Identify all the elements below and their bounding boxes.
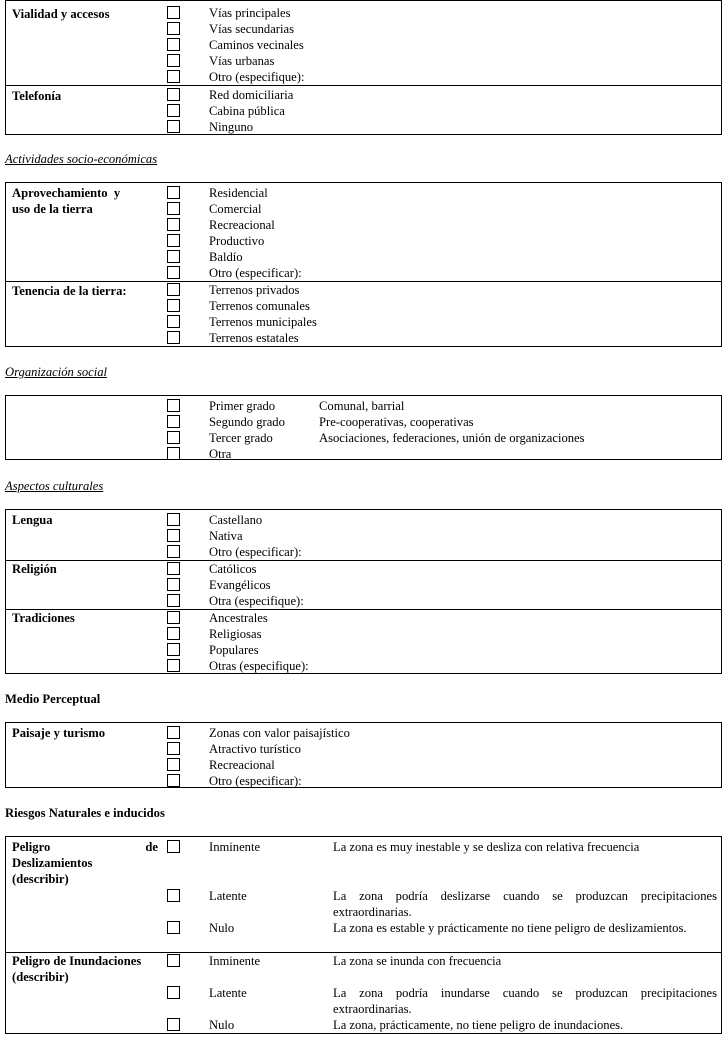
lengua-option: Nativa: [209, 529, 243, 543]
organizacion-checkbox-4[interactable]: [167, 447, 180, 460]
inundaciones-nulo-checkbox[interactable]: [167, 1018, 180, 1031]
religion-checkbox-2[interactable]: [167, 578, 180, 591]
inundaciones-level: Nulo: [209, 1018, 235, 1032]
lengua-label: Lengua: [12, 513, 53, 527]
telefonia-option: Cabina pública: [209, 104, 285, 118]
inundaciones-latente-checkbox[interactable]: [167, 986, 180, 999]
tradiciones-checkbox-2[interactable]: [167, 627, 180, 640]
paisaje-option: Otro (especificar):: [209, 774, 302, 788]
inundaciones-label-line1: Peligro de Inundaciones: [12, 954, 142, 968]
tenencia-option: Terrenos municipales: [209, 315, 317, 329]
uso-option: Comercial: [209, 202, 262, 216]
uso-checkbox-1[interactable]: [167, 186, 180, 199]
perceptual-heading: Medio Perceptual: [5, 692, 101, 706]
organizacion-grade: Tercer grado: [209, 431, 273, 445]
organizacion-checkbox-3[interactable]: [167, 431, 180, 444]
deslizamientos-latente-checkbox[interactable]: [167, 889, 180, 902]
uso-option: Recreacional: [209, 218, 275, 232]
religion-option: Católicos: [209, 562, 257, 576]
vialidad-label: Vialidad y accesos: [12, 7, 110, 21]
deslizamientos-nulo-checkbox[interactable]: [167, 921, 180, 934]
tradiciones-option: Populares: [209, 643, 259, 657]
deslizamientos-label-a: Peligro: [12, 840, 51, 854]
lengua-option: Otro (especificar):: [209, 545, 302, 559]
religion-checkbox-1[interactable]: [167, 562, 180, 575]
tenencia-option: Terrenos comunales: [209, 299, 310, 313]
deslizamientos-desc: La zona podría deslizarse cuando se produzcan precipitaciones extraordinarias.: [333, 889, 717, 919]
inundaciones-level: Latente: [209, 986, 247, 1000]
uso-option: Otro (especificar):: [209, 266, 302, 280]
religion-option: Evangélicos: [209, 578, 271, 592]
cultural-table: [5, 509, 722, 674]
organizacion-grade: Primer grado: [209, 399, 276, 413]
tenencia-checkbox-4[interactable]: [167, 331, 180, 344]
inundaciones-inminente-checkbox[interactable]: [167, 954, 180, 967]
deslizamientos-label-line2: Deslizamientos: [12, 856, 93, 870]
lengua-checkbox-2[interactable]: [167, 529, 180, 542]
lengua-option: Castellano: [209, 513, 263, 527]
deslizamientos-label-line3: (describir): [12, 872, 69, 886]
organizacion-desc: Asociaciones, federaciones, unión de organizaciones: [319, 431, 585, 445]
organizacion-table: [5, 395, 722, 460]
lengua-checkbox-3[interactable]: [167, 545, 180, 558]
inundaciones-label-line2: (describir): [12, 970, 69, 984]
uso-checkbox-5[interactable]: [167, 250, 180, 263]
telefonia-checkbox-2[interactable]: [167, 104, 180, 117]
paisaje-label: Paisaje y turismo: [12, 726, 106, 740]
socio-heading: Actividades socio-económicas: [5, 152, 158, 166]
inundaciones-desc: La zona podría inundarse cuando se produzcan precipitaciones extraordinarias.: [333, 986, 717, 1016]
row-divider: [6, 560, 721, 561]
telefonia-option: Ninguno: [209, 120, 254, 134]
inundaciones-desc: La zona se inunda con frecuencia: [333, 954, 502, 968]
inundaciones-desc: La zona, prácticamente, no tiene peligro de inundaciones.: [333, 1018, 624, 1032]
tenencia-label: Tenencia de la tierra:: [12, 284, 127, 298]
vialidad-option: Caminos vecinales: [209, 38, 304, 52]
tradiciones-checkbox-1[interactable]: [167, 611, 180, 624]
tradiciones-label: Tradiciones: [12, 611, 75, 625]
vialidad-checkbox-2[interactable]: [167, 22, 180, 35]
deslizamientos-desc: La zona es estable y prácticamente no tiene peligro de deslizamientos.: [333, 921, 687, 935]
tenencia-checkbox-1[interactable]: [167, 283, 180, 296]
paisaje-option: Atractivo turístico: [209, 742, 301, 756]
organizacion-checkbox-1[interactable]: [167, 399, 180, 412]
lengua-checkbox-1[interactable]: [167, 513, 180, 526]
vialidad-checkbox-4[interactable]: [167, 54, 180, 67]
deslizamientos-level: Nulo: [209, 921, 235, 935]
paisaje-checkbox-4[interactable]: [167, 774, 180, 787]
infraestructura-table: [5, 0, 722, 135]
deslizamientos-desc: La zona es muy inestable y se desliza con relativa frecuencia: [333, 840, 640, 854]
riesgos-heading: Riesgos Naturales e inducidos: [5, 806, 165, 820]
deslizamientos-level: Inminente: [209, 840, 261, 854]
tenencia-option: Terrenos privados: [209, 283, 300, 297]
uso-option: Baldío: [209, 250, 243, 264]
paisaje-checkbox-2[interactable]: [167, 742, 180, 755]
religion-option: Otra (especifique):: [209, 594, 304, 608]
inundaciones-level: Inminente: [209, 954, 261, 968]
vialidad-option: Vías urbanas: [209, 54, 275, 68]
religion-checkbox-3[interactable]: [167, 594, 180, 607]
deslizamientos-inminente-checkbox[interactable]: [167, 840, 180, 853]
vialidad-checkbox-3[interactable]: [167, 38, 180, 51]
paisaje-option: Recreacional: [209, 758, 275, 772]
uso-checkbox-3[interactable]: [167, 218, 180, 231]
telefonia-option: Red domiciliaria: [209, 88, 294, 102]
tenencia-checkbox-2[interactable]: [167, 299, 180, 312]
row-divider: [6, 609, 721, 610]
vialidad-checkbox-1[interactable]: [167, 6, 180, 19]
row-divider: [6, 85, 721, 86]
vialidad-checkbox-5[interactable]: [167, 70, 180, 83]
tradiciones-option: Ancestrales: [209, 611, 268, 625]
tradiciones-checkbox-4[interactable]: [167, 659, 180, 672]
riesgos-table: [5, 836, 722, 1034]
socio-table: [5, 182, 722, 347]
organizacion-desc: Pre-cooperativas, cooperativas: [319, 415, 474, 429]
tenencia-checkbox-3[interactable]: [167, 315, 180, 328]
organizacion-grade: Segundo grado: [209, 415, 285, 429]
deslizamientos-level: Latente: [209, 889, 247, 903]
organizacion-heading: Organización social: [5, 365, 108, 379]
paisaje-option: Zonas con valor paisajístico: [209, 726, 350, 740]
telefonia-checkbox-3[interactable]: [167, 120, 180, 133]
tradiciones-option: Otras (especifique):: [209, 659, 309, 673]
telefonia-label: Telefonía: [12, 89, 62, 103]
row-divider: [6, 281, 721, 282]
uso-option: Productivo: [209, 234, 265, 248]
uso-checkbox-6[interactable]: [167, 266, 180, 279]
uso-checkbox-4[interactable]: [167, 234, 180, 247]
uso-label-line1: Aprovechamiento y: [12, 186, 121, 200]
vialidad-option: Otro (especifique):: [209, 70, 305, 84]
organizacion-grade: Otra: [209, 447, 232, 461]
perceptual-table: [5, 722, 722, 788]
religion-label: Religión: [12, 562, 57, 576]
tradiciones-checkbox-3[interactable]: [167, 643, 180, 656]
organizacion-checkbox-2[interactable]: [167, 415, 180, 428]
tenencia-option: Terrenos estatales: [209, 331, 299, 345]
deslizamientos-label-b: de: [145, 840, 158, 854]
vialidad-option: Vías principales: [209, 6, 291, 20]
paisaje-checkbox-3[interactable]: [167, 758, 180, 771]
uso-option: Residencial: [209, 186, 268, 200]
tradiciones-option: Religiosas: [209, 627, 262, 641]
cultural-heading: Aspectos culturales: [5, 479, 104, 493]
paisaje-checkbox-1[interactable]: [167, 726, 180, 739]
uso-checkbox-2[interactable]: [167, 202, 180, 215]
uso-label-line2: uso de la tierra: [12, 202, 93, 216]
organizacion-desc: Comunal, barrial: [319, 399, 405, 413]
vialidad-option: Vías secundarias: [209, 22, 294, 36]
deslizamientos-label-line1: [12, 839, 158, 855]
telefonia-checkbox-1[interactable]: [167, 88, 180, 101]
